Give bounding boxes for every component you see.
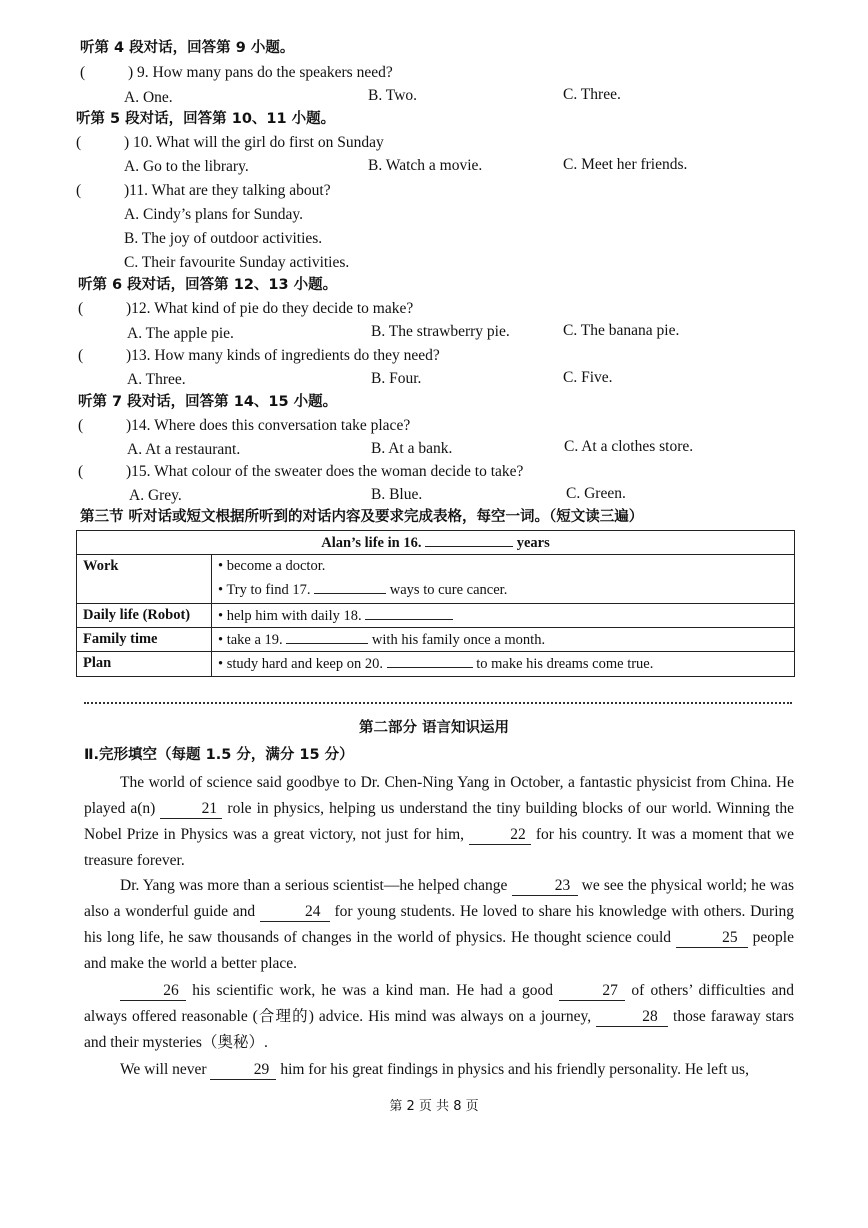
blank-21[interactable]: 21 bbox=[160, 800, 222, 819]
section-3-title: 第三节 听对话或短文根据所听到的对话内容及要求完成表格，每空一词。（短文读三遍） bbox=[80, 509, 644, 525]
blank-22[interactable]: 22 bbox=[469, 826, 531, 845]
option-c: C. The banana pie. bbox=[563, 322, 680, 339]
text: The world of science said goodbye to Dr. Chen-Ning Yang in October, a fantastic physicist from China. He played a(n) bbox=[84, 774, 794, 817]
table-row bbox=[77, 628, 795, 652]
row-content bbox=[212, 652, 795, 676]
table-row bbox=[77, 555, 795, 604]
blank-29[interactable]: 29 bbox=[210, 1061, 276, 1080]
option-b: B. Four. bbox=[371, 370, 422, 387]
question-15 bbox=[78, 462, 523, 481]
section-5-title: 听第 5 段对话，回答第 10、11 小题。 bbox=[76, 111, 336, 127]
text: We will never bbox=[120, 1061, 211, 1078]
row-item-line bbox=[218, 580, 788, 599]
option-c: C. Three. bbox=[563, 86, 621, 103]
option-a: A. Three. bbox=[127, 371, 186, 388]
section-4-title: 听第 4 段对话，回答第 9 小题。 bbox=[80, 40, 295, 56]
answer-paren: ( bbox=[78, 347, 84, 364]
option-a: A. The apple pie. bbox=[127, 325, 234, 342]
cloze-paragraph-4 bbox=[84, 1057, 794, 1083]
blank-27[interactable]: 27 bbox=[559, 982, 625, 1001]
row-tail: to make his dreams come true. bbox=[476, 656, 654, 673]
answer-paren: ( bbox=[78, 417, 84, 434]
text: his scientific work, he was a kind man. He had a good bbox=[186, 982, 560, 999]
row-item: • take a 19. bbox=[218, 632, 283, 649]
option-a: A. Cindy’s plans for Sunday. bbox=[124, 206, 303, 223]
row-content bbox=[212, 555, 795, 604]
text: for his country. It was a moment that we treasure forever. bbox=[84, 826, 794, 869]
question-11 bbox=[76, 181, 331, 200]
answer-paren: ( bbox=[80, 64, 86, 81]
row-category: Work bbox=[77, 555, 212, 604]
text: him for his great findings in physics and his friendly personality. He left us, bbox=[276, 1061, 749, 1078]
text: we see the physical world; he was also a wonderful guide and bbox=[84, 877, 794, 920]
row-category: Family time bbox=[77, 628, 212, 652]
question-13 bbox=[78, 346, 440, 365]
cloze-title: Ⅱ.完形填空（每题 1.5 分，满分 15 分） bbox=[84, 747, 354, 763]
option-b: B. The strawberry pie. bbox=[371, 323, 510, 340]
option-b: B. Two. bbox=[368, 87, 418, 104]
option-b: B. Blue. bbox=[371, 486, 423, 503]
blank-16[interactable] bbox=[425, 533, 513, 547]
table-title-pre: Alan’s life in 16. bbox=[321, 535, 422, 551]
option-b: B. Watch a movie. bbox=[368, 157, 483, 174]
blank-24[interactable]: 24 bbox=[260, 903, 330, 922]
table-row bbox=[77, 652, 795, 676]
part-2-title: 第二部分 语言知识运用 bbox=[358, 720, 510, 736]
option-c: C. Their favourite Sunday activities. bbox=[124, 254, 350, 271]
option-c: C. Meet her friends. bbox=[563, 156, 688, 173]
blank-26[interactable]: 26 bbox=[120, 982, 186, 1001]
blank-23[interactable]: 23 bbox=[512, 877, 578, 896]
answer-paren: ( bbox=[78, 463, 84, 480]
cloze-paragraph-2 bbox=[84, 873, 794, 977]
row-item: • study hard and keep on 20. bbox=[218, 656, 383, 673]
answer-paren: ( bbox=[78, 300, 84, 317]
cloze-paragraph-1 bbox=[84, 770, 794, 874]
option-b: B. The joy of outdoor activities. bbox=[124, 230, 323, 247]
option-c: C. Five. bbox=[563, 369, 613, 386]
question-text: ) 9. How many pans do the speakers need? bbox=[128, 64, 393, 81]
option-a: A. At a restaurant. bbox=[127, 441, 241, 458]
row-item: • help him with daily 18. bbox=[218, 608, 362, 625]
alan-life-table bbox=[76, 530, 795, 677]
row-category: Daily life (Robot) bbox=[77, 604, 212, 628]
row-tail: with his family once a month. bbox=[371, 632, 546, 649]
section-7-title: 听第 7 段对话，回答第 14、15 小题。 bbox=[78, 394, 338, 410]
question-text: )15. What colour of the sweater does the woman decide to take? bbox=[126, 463, 524, 480]
table-title-post: years bbox=[516, 535, 550, 551]
blank-19[interactable] bbox=[286, 630, 368, 644]
option-a: A. Grey. bbox=[129, 487, 182, 504]
blank-28[interactable]: 28 bbox=[596, 1008, 668, 1027]
cloze-paragraph-3 bbox=[84, 978, 794, 1056]
question-text: )14. Where does this conversation take place? bbox=[126, 417, 411, 434]
text: of others’ difficulties and always offered reasonable (合理的) advice. His mind was always on a journey, bbox=[84, 982, 794, 1025]
blank-17[interactable] bbox=[314, 580, 386, 594]
answer-paren: ( bbox=[76, 182, 82, 199]
divider bbox=[84, 702, 792, 704]
option-a: A. One. bbox=[124, 89, 173, 106]
row-tail: ways to cure cancer. bbox=[389, 582, 508, 599]
answer-paren: ( bbox=[76, 134, 82, 151]
section-6-title: 听第 6 段对话，回答第 12、13 小题。 bbox=[78, 277, 338, 293]
blank-25[interactable]: 25 bbox=[676, 929, 748, 948]
page-number: 第 2 页 共 8 页 bbox=[389, 1099, 479, 1114]
text: for young students. He loved to share his knowledge with others. During his long life, he saw thousands of changes in the world of physics. He thought science could bbox=[84, 903, 794, 946]
table-header bbox=[77, 531, 795, 555]
row-item: • Try to find 17. bbox=[218, 582, 311, 599]
text: people and make the world a better place. bbox=[84, 929, 794, 972]
option-c: C. At a clothes store. bbox=[564, 438, 694, 455]
row-content bbox=[212, 628, 795, 652]
option-c: C. Green. bbox=[566, 485, 626, 502]
question-10 bbox=[76, 133, 384, 152]
row-category: Plan bbox=[77, 652, 212, 676]
question-9 bbox=[80, 63, 393, 82]
blank-18[interactable] bbox=[365, 606, 453, 620]
text: those faraway stars and their mysteries（奥秘）. bbox=[84, 1008, 794, 1051]
row-content bbox=[212, 604, 795, 628]
blank-20[interactable] bbox=[387, 654, 473, 668]
row-item: • become a doctor. bbox=[218, 558, 326, 575]
text: role in physics, helping us understand the tiny building blocks of our world. Winning the Nobel Prize in Physics was a great victory, not just for him, bbox=[84, 800, 794, 843]
question-12 bbox=[78, 299, 413, 318]
table-row bbox=[77, 604, 795, 628]
question-14 bbox=[78, 416, 410, 435]
option-a: A. Go to the library. bbox=[124, 158, 249, 175]
question-text: ) 10. What will the girl do first on Sunday bbox=[124, 134, 384, 151]
question-text: )11. What are they talking about? bbox=[124, 182, 331, 199]
question-text: )12. What kind of pie do they decide to make? bbox=[126, 300, 414, 317]
option-b: B. At a bank. bbox=[371, 440, 453, 457]
question-text: )13. How many kinds of ingredients do they need? bbox=[126, 347, 440, 364]
text: Dr. Yang was more than a serious scientist—he helped change bbox=[120, 877, 512, 894]
